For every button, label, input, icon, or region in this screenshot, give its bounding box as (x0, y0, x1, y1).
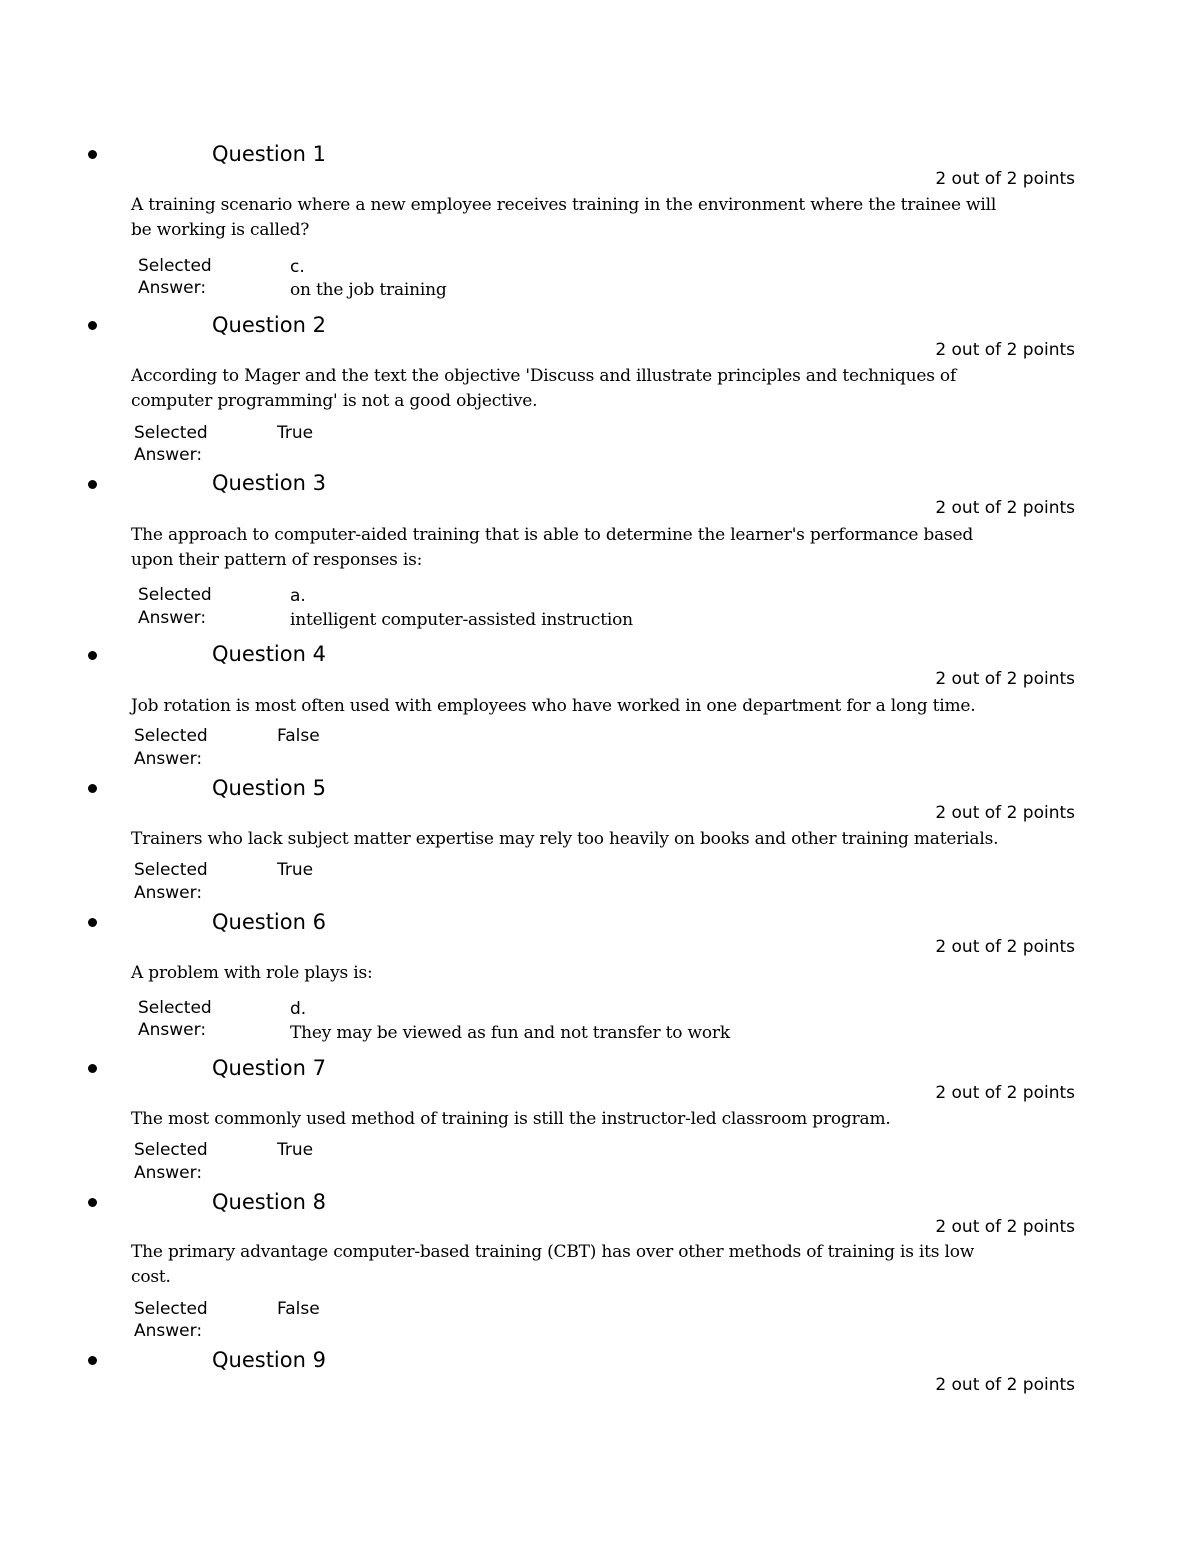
bullet-icon (88, 918, 97, 927)
selected-label: Selected (134, 423, 208, 443)
question-text: A training scenario where a new employee receives training in the environment where the trainee will be working is called? (131, 195, 997, 240)
selected-label: Selected (138, 998, 212, 1018)
answer-text: on the job training (290, 280, 447, 300)
bullet-icon (88, 784, 97, 793)
selected-label: Selected (134, 726, 208, 746)
question-title: Question 1 (212, 142, 326, 166)
question-title: Question 9 (212, 1348, 326, 1372)
question-text: The approach to computer-aided training that is able to determine the learner's performance based upon their pattern of responses is: (131, 525, 974, 570)
selected-label: Selected (134, 1299, 208, 1319)
question-text: The most commonly used method of training is still the instructor-led classroom program. (131, 1109, 891, 1129)
question-title: Question 6 (212, 910, 326, 934)
answer-value: True (277, 1140, 314, 1160)
question-points: 2 out of 2 points (935, 498, 1075, 518)
answer-label: Answer: (138, 608, 207, 628)
bullet-icon (88, 1198, 97, 1207)
question-points: 2 out of 2 points (935, 169, 1075, 189)
selected-label: Selected (134, 860, 208, 880)
answer-label: Answer: (134, 1163, 203, 1183)
bullet-icon (88, 1356, 97, 1365)
answer-value: True (277, 423, 314, 443)
selected-label: Selected (138, 585, 212, 605)
question-points: 2 out of 2 points (935, 803, 1075, 823)
question-title: Question 5 (212, 776, 326, 800)
question-title: Question 4 (212, 642, 326, 666)
answer-label: Answer: (138, 1020, 207, 1040)
answer-label: Answer: (134, 749, 203, 769)
answer-letter: c. (290, 257, 305, 277)
question-title: Question 8 (212, 1190, 326, 1214)
question-title: Question 7 (212, 1056, 326, 1080)
bullet-icon (88, 651, 97, 660)
selected-label: Selected (138, 256, 212, 276)
question-points: 2 out of 2 points (935, 669, 1075, 689)
answer-label: Answer: (134, 1321, 203, 1341)
question-points: 2 out of 2 points (935, 937, 1075, 957)
question-text: Job rotation is most often used with employees who have worked in one department for a long time. (131, 696, 976, 716)
bullet-icon (88, 480, 97, 489)
question-points: 2 out of 2 points (935, 1083, 1075, 1103)
answer-value: False (277, 1299, 320, 1319)
question-points: 2 out of 2 points (935, 1375, 1075, 1395)
question-title: Question 3 (212, 471, 326, 495)
answer-label: Answer: (134, 445, 203, 465)
bullet-icon (88, 321, 97, 330)
answer-value: True (277, 860, 314, 880)
answer-label: Answer: (138, 278, 207, 298)
answer-text: They may be viewed as fun and not transfer to work (290, 1023, 730, 1043)
question-text: According to Mager and the text the objective 'Discuss and illustrate principles and techniques of computer programming' is not a good objective. (131, 366, 957, 411)
bullet-icon (88, 1064, 97, 1073)
question-text: Trainers who lack subject matter expertise may rely too heavily on books and other training materials. (131, 829, 999, 849)
selected-label: Selected (134, 1140, 208, 1160)
answer-value: False (277, 726, 320, 746)
question-title: Question 2 (212, 313, 326, 337)
answer-text: intelligent computer-assisted instruction (290, 610, 633, 630)
question-text: The primary advantage computer-based training (CBT) has over other methods of training is its low cost. (131, 1242, 975, 1287)
question-text: A problem with role plays is: (131, 963, 373, 983)
answer-label: Answer: (134, 883, 203, 903)
answer-letter: d. (290, 999, 307, 1019)
answer-letter: a. (290, 586, 306, 606)
question-points: 2 out of 2 points (935, 340, 1075, 360)
bullet-icon (88, 150, 97, 159)
question-points: 2 out of 2 points (935, 1217, 1075, 1237)
